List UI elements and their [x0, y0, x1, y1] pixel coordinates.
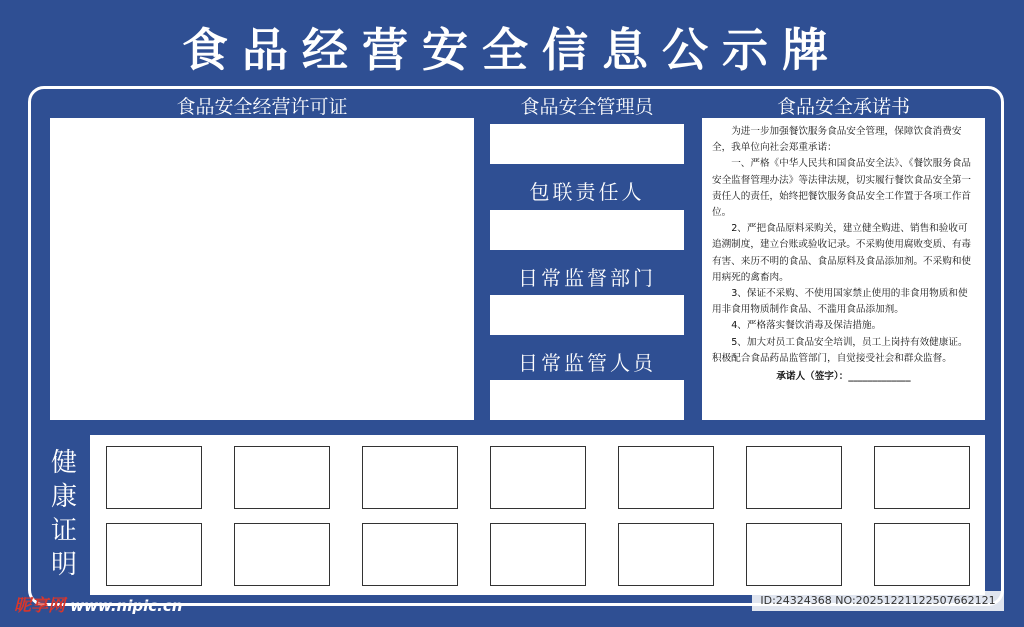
board-title: 食品经营安全信息公示牌: [182, 23, 842, 77]
pledge-item-4: 4、严格落实餐饮消毒及保洁措施。: [731, 320, 882, 332]
watermark-id: ID:24324368 NO:20251221122507662121: [752, 591, 1004, 611]
pledge-signature: 承诺人（签字）：_____________: [776, 371, 911, 383]
license-panel: [50, 118, 474, 420]
manager-field: [490, 124, 684, 164]
supervise-dept-label: 日常监督部门: [518, 266, 656, 290]
license-header: 食品安全经营许可证: [176, 96, 348, 118]
watermark-url: www.nipic.cn: [70, 597, 183, 615]
supervise-person-label: 日常监管人员: [518, 351, 656, 375]
health-label-char: 明: [50, 550, 77, 580]
pledge-intro: 为进一步加强餐饮服务食品安全管理，保障饮食消费安全，我单位向社会郑重承诺：: [712, 126, 962, 154]
responsible-label: 包联责任人: [529, 180, 645, 204]
certificate-slot: [106, 446, 202, 509]
health-label-char: 健: [50, 448, 77, 478]
manager-header: 食品安全管理员: [520, 96, 654, 118]
certificate-slot: [234, 523, 330, 586]
pledge-header: 食品安全承诺书: [776, 96, 910, 118]
certificate-slot: [362, 446, 458, 509]
responsible-field: [490, 210, 684, 250]
health-label-char: 康: [50, 482, 77, 512]
pledge-item-1: 一、严格《中华人民共和国食品安全法》、《餐饮服务食品安全监督管理办法》等法律法规，切实履行餐饮食品安全第一责任人的责任，始终把餐饮服务食品安全工作置于各项工作首位。: [712, 158, 972, 219]
certificate-slot: [490, 446, 586, 509]
certificate-slot: [106, 523, 202, 586]
certificate-slot: [490, 523, 586, 586]
supervise-dept-field: [490, 295, 684, 335]
health-label: [44, 446, 84, 582]
certificate-slot: [874, 523, 970, 586]
certificate-slot: [234, 446, 330, 509]
certificate-slot: [746, 446, 842, 509]
certificate-slot: [362, 523, 458, 586]
certificate-slot: [746, 523, 842, 586]
pledge-item-5: 5、加大对员工食品安全培训，员工上岗持有效健康证。积极配合食品药品监管部门，自觉接受社会和群众监督。: [712, 336, 968, 364]
health-label-char: 证: [50, 516, 77, 546]
certificate-slot: [874, 446, 970, 509]
watermark-brand: 昵享网: [14, 596, 65, 616]
watermark-logo: [14, 591, 182, 616]
pledge-panel: [702, 118, 985, 420]
certificate-slot: [618, 446, 714, 509]
supervise-person-field: [490, 380, 684, 420]
certificate-slot: [618, 523, 714, 586]
pledge-item-2: 2、严把食品原料采购关，建立健全购进、销售和验收可追溯制度，建立台账或验收记录。不采购使用腐败变质、有毒有害、来历不明的食品、食品原料及食品添加剂。不采购和使用病死的禽畜肉。: [712, 223, 972, 283]
health-certificate-area: [90, 435, 985, 595]
pledge-item-3: 3、保证不采购、不使用国家禁止使用的非食用物质和使用非食用物质制作食品、不滥用食品添加剂。: [712, 288, 968, 316]
